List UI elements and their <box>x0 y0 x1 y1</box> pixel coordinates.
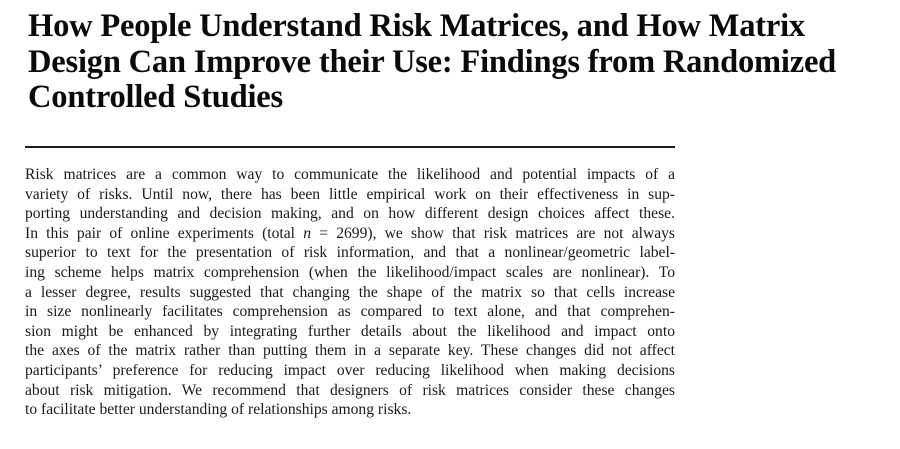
abstract-line-4-after: = 2699), we show that risk matrices are not always <box>311 224 675 242</box>
title-line-1: How People Understand Risk Matrices, and How Matrix <box>28 8 805 44</box>
title-line-3: Controlled Studies <box>28 79 283 115</box>
abstract-line-7: a lesser degree, results suggested that changing the shape of the matrix so that cells increase <box>25 283 675 301</box>
abstract-line-12: about risk mitigation. We recommend that designers of risk matrices consider these changes <box>25 381 675 399</box>
paper-title <box>28 9 888 116</box>
sample-size-variable: n <box>303 224 312 242</box>
abstract-line-9: sion might be enhanced by integrating further details about the likelihood and impact onto <box>25 322 675 340</box>
abstract <box>25 165 675 420</box>
abstract-line-11: participants’ preference for reducing impact over reducing likelihood when making decisions <box>25 361 675 379</box>
abstract-line-10: the axes of the matrix rather than putting them in a separate key. These changes did not affect <box>25 342 675 360</box>
abstract-line-3: porting understanding and decision making, and on how different design choices affect these. <box>25 205 675 223</box>
abstract-line-6: ing scheme helps matrix comprehension (when the likelihood/impact scales are nonlinear). To <box>25 263 675 281</box>
abstract-line-13: to facilitate better understanding of relationships among risks. <box>25 401 412 419</box>
abstract-line-4-before: In this pair of online experiments (total <box>25 224 304 242</box>
abstract-line-2: variety of risks. Until now, there has been little empirical work on their effectiveness in sup- <box>25 185 675 203</box>
abstract-line-8: in size nonlinearly facilitates comprehension as compared to text alone, and that comprehen- <box>25 303 675 321</box>
abstract-line-1: Risk matrices are a common way to communicate the likelihood and potential impacts of a <box>25 166 675 183</box>
abstract-line-5: superior to text for the presentation of risk information, and that a nonlinear/geometric label- <box>25 244 675 262</box>
title-line-2: Design Can Improve their Use: Findings from Randomized <box>28 43 837 80</box>
title-divider-rule <box>25 146 675 148</box>
abstract-line-4 <box>25 224 675 244</box>
